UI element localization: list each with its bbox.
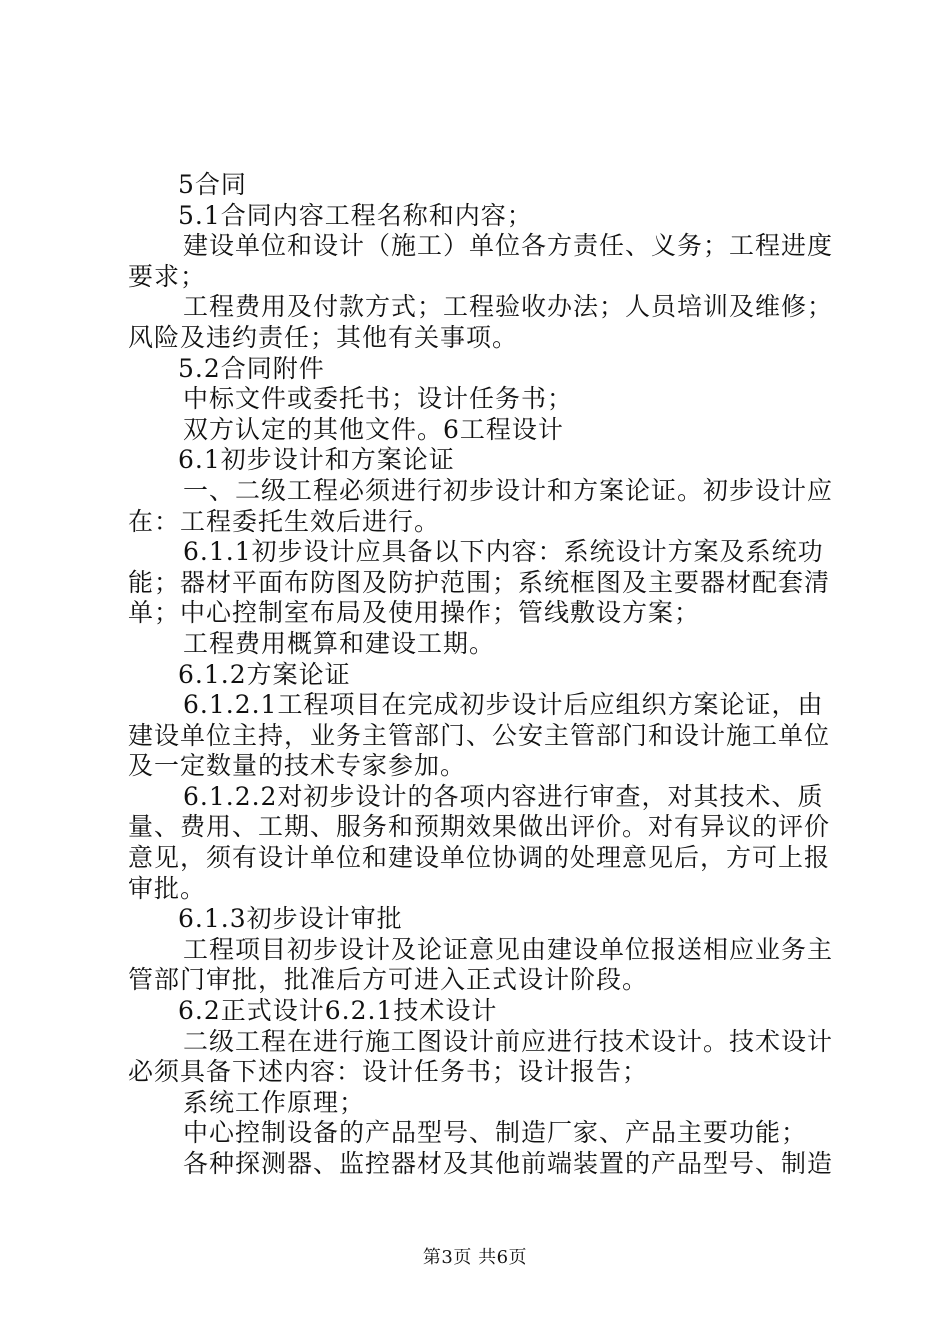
section-heading-6-1-3: 6.1.3初步设计审批 (178, 904, 403, 934)
paragraph-cost-estimate: 工程费用概算和建设工期。 (183, 628, 496, 658)
section-heading-6-2: 6.2正式设计6.2.1技术设计 (178, 996, 498, 1026)
section-heading-5-1: 5.1合同内容工程名称和内容； (178, 200, 533, 230)
page-footer: 第3页 共6页 (422, 1247, 528, 1268)
paragraph-detectors: 各种探测器、监控器材及其他前端装置的产品型号、制造 (183, 1149, 834, 1178)
paragraph-6-1-2-1: 6.1.2.1工程项目在完成初步设计后应组织方案论证，由建设单位主持，业务主管部门、公安主管部门和设计施工单位及一定数量的技术专家参加。 (128, 690, 831, 781)
paragraph-6-1-2-2: 6.1.2.2对初步设计的各项内容进行审查，对其技术、质量、费用、工期、服务和预期效果做出评价。对有异议的评价意见，须有设计单位和建设单位协调的处理意见后，方可上报审批。 (128, 781, 831, 903)
document-body (128, 170, 833, 1180)
section-heading-6-1-2: 6.1.2方案论证 (178, 659, 351, 689)
paragraph-approval: 工程项目初步设计及论证意见由建设单位报送相应业务主管部门审批，批准后方可进入正式设计阶段。 (128, 934, 834, 995)
paragraph-preliminary-design: 一、二级工程必须进行初步设计和方案论证。初步设计应在：工程委托生效后进行。 (128, 475, 834, 536)
paragraph-responsibilities: 建设单位和设计（施工）单位各方责任、义务；工程进度要求； (128, 231, 834, 291)
paragraph-costs-payment: 工程费用及付款方式；工程验收办法；人员培训及维修；风险及违约责任；其他有关事项。 (128, 292, 834, 352)
paragraph-technical-design: 二级工程在进行施工图设计前应进行技术设计。技术设计必须具备下述内容：设计任务书；设计报告； (128, 1026, 834, 1087)
paragraph-other-docs: 双方认定的其他文件。6工程设计 (183, 414, 564, 444)
paragraph-system-principle: 系统工作原理； (183, 1087, 366, 1117)
paragraph-control-equipment: 中心控制设备的产品型号、制造厂家、产品主要功能； (183, 1118, 808, 1148)
section-heading-5: 5合同 (178, 170, 247, 199)
section-heading-5-2: 5.2合同附件 (178, 353, 325, 383)
paragraph-tender-docs: 中标文件或委托书；设计任务书； (183, 384, 574, 414)
paragraph-6-1-1: 6.1.1初步设计应具备以下内容：系统设计方案及系统功能；器材平面布防图及防护范围；系统框图及主要器材配套清单；中心控制室布局及使用操作；管线敷设方案； (128, 537, 831, 628)
section-heading-6-1: 6.1初步设计和方案论证 (178, 445, 455, 475)
